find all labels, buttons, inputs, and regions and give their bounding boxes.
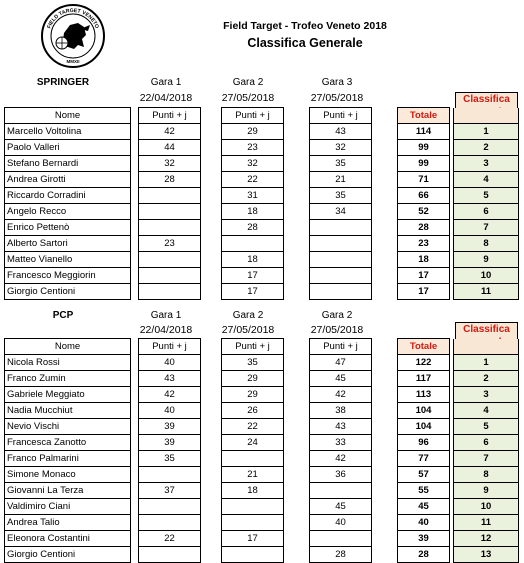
gara2-score: 21 [222, 467, 284, 483]
participant-name: Matteo Vianello [5, 252, 131, 268]
gara2-score: 24 [222, 435, 284, 451]
participant-name: Marcello Voltolina [5, 124, 131, 140]
gara3-score [310, 268, 372, 284]
gara3-score [310, 236, 372, 252]
totale-value: 18 [398, 252, 450, 268]
gara1-score [139, 499, 201, 515]
classifica-position: 7 [454, 451, 519, 467]
pcp-section-label: PCP [52, 310, 74, 321]
pcp-col-punti-1: Punti + j [139, 339, 201, 355]
totale-value: 28 [398, 547, 450, 563]
participant-name: Franco Zumin [5, 371, 131, 387]
table-row [5, 403, 519, 419]
gara1-score: 44 [139, 140, 201, 156]
gara1-score: 40 [139, 403, 201, 419]
table-row [5, 252, 519, 268]
table-row [5, 467, 519, 483]
classifica-position: 10 [454, 499, 519, 515]
springer-gara3-date: 27/05/2018 [310, 92, 364, 104]
springer-gara3-label: Gara 3 [321, 77, 353, 88]
pcp-col-punti-3: Punti + j [310, 339, 372, 355]
gara3-score: 45 [310, 371, 372, 387]
gara2-score: 18 [222, 252, 284, 268]
gara1-score: 28 [139, 172, 201, 188]
participant-name: Simone Monaco [5, 467, 131, 483]
table-row [5, 515, 519, 531]
gara1-score: 39 [139, 419, 201, 435]
pcp-gara2-date: 27/05/2018 [221, 324, 275, 336]
gara2-score: 22 [222, 172, 284, 188]
totale-value: 71 [398, 172, 450, 188]
gara3-score: 32 [310, 140, 372, 156]
gara1-score [139, 188, 201, 204]
table-row [5, 156, 519, 172]
totale-value: 39 [398, 531, 450, 547]
gara3-score: 33 [310, 435, 372, 451]
participant-name: Enrico Pettenò [5, 220, 131, 236]
gara1-score: 32 [139, 156, 201, 172]
gara1-score: 35 [139, 451, 201, 467]
springer-section-label: SPRINGER [36, 77, 90, 88]
gara2-score: 17 [222, 531, 284, 547]
gara1-score: 23 [139, 236, 201, 252]
totale-value: 117 [398, 371, 450, 387]
table-row [5, 499, 519, 515]
svg-text:FIELD TARGET VENETO: FIELD TARGET VENETO [46, 7, 100, 30]
totale-value: 114 [398, 124, 450, 140]
table-row [5, 531, 519, 547]
gara3-score: 45 [310, 499, 372, 515]
classifica-position: 11 [454, 515, 519, 531]
gara2-score: 31 [222, 188, 284, 204]
springer-col-totale: Totale [398, 108, 450, 124]
participant-name: Nadia Mucchiut [5, 403, 131, 419]
classifica-position: 2 [454, 140, 519, 156]
totale-value: 55 [398, 483, 450, 499]
classifica-position: 3 [454, 156, 519, 172]
document-title: Field Target - Trofeo Veneto 2018 [223, 20, 387, 32]
classifica-position: 4 [454, 403, 519, 419]
participant-name: Giorgio Centioni [5, 284, 131, 300]
gara2-score: 17 [222, 268, 284, 284]
gara3-score: 43 [310, 124, 372, 140]
springer-table [4, 107, 519, 300]
table-row [5, 140, 519, 156]
gara2-score: 29 [222, 124, 284, 140]
participant-name: Nicola Rossi [5, 355, 131, 371]
gara3-score [310, 284, 372, 300]
gara1-score [139, 547, 201, 563]
pcp-gara3-label: Gara 2 [321, 310, 353, 321]
springer-gara2-date: 27/05/2018 [221, 92, 275, 104]
springer-gara2-label: Gara 2 [232, 77, 264, 88]
springer-gara1-date: 22/04/2018 [139, 92, 193, 104]
participant-name: Angelo Recco [5, 204, 131, 220]
table-row [5, 355, 519, 371]
totale-value: 17 [398, 268, 450, 284]
pcp-gara3-date: 27/05/2018 [310, 324, 364, 336]
classifica-position: 8 [454, 467, 519, 483]
participant-name: Andrea Talio [5, 515, 131, 531]
springer-col-punti-2: Punti + j [222, 108, 284, 124]
gara2-score [222, 515, 284, 531]
gara3-score: 36 [310, 467, 372, 483]
gara2-score: 18 [222, 204, 284, 220]
participant-name: Riccardo Corradini [5, 188, 131, 204]
table-row [5, 547, 519, 563]
table-row [5, 172, 519, 188]
totale-value: 113 [398, 387, 450, 403]
gara3-score: 47 [310, 355, 372, 371]
totale-value: 28 [398, 220, 450, 236]
table-row [5, 220, 519, 236]
gara3-score [310, 220, 372, 236]
gara1-score: 40 [139, 355, 201, 371]
participant-name: Gabriele Meggiato [5, 387, 131, 403]
participant-name: Franco Palmarini [5, 451, 131, 467]
classifica-position: 13 [454, 547, 519, 563]
gara3-score: 43 [310, 419, 372, 435]
table-row [5, 435, 519, 451]
classifica-position: 9 [454, 483, 519, 499]
svg-text:MMXII: MMXII [66, 59, 80, 64]
pcp-col-punti-2: Punti + j [222, 339, 284, 355]
participant-name: Alberto Sartori [5, 236, 131, 252]
springer-header-row [5, 108, 519, 124]
totale-value: 45 [398, 499, 450, 515]
gara2-score: 35 [222, 355, 284, 371]
classifica-position: 6 [454, 435, 519, 451]
participant-name: Giorgio Centioni [5, 547, 131, 563]
participant-name: Francesca Zanotto [5, 435, 131, 451]
classifica-position: 10 [454, 268, 519, 284]
classifica-position: 2 [454, 371, 519, 387]
springer-gara1-label: Gara 1 [150, 77, 182, 88]
table-row [5, 236, 519, 252]
gara2-score [222, 451, 284, 467]
gara2-score: 32 [222, 156, 284, 172]
pcp-gara2-label: Gara 2 [232, 310, 264, 321]
gara1-score: 43 [139, 371, 201, 387]
classifica-position: 1 [454, 124, 519, 140]
table-row [5, 204, 519, 220]
gara3-score [310, 252, 372, 268]
classifica-position: 6 [454, 204, 519, 220]
participant-name: Stefano Bernardi [5, 156, 131, 172]
classifica-position: 12 [454, 531, 519, 547]
gara2-score: 29 [222, 371, 284, 387]
gara1-score: 22 [139, 531, 201, 547]
field-target-veneto-logo [40, 3, 106, 69]
gara3-score: 34 [310, 204, 372, 220]
gara1-score [139, 515, 201, 531]
classifica-position: 5 [454, 419, 519, 435]
gara1-score [139, 220, 201, 236]
pcp-col-totale: Totale [398, 339, 450, 355]
pcp-header-row [5, 339, 519, 355]
totale-value: 57 [398, 467, 450, 483]
document-subtitle: Classifica Generale [247, 36, 363, 50]
pcp-classifica-header: Classifica [455, 322, 518, 350]
totale-value: 122 [398, 355, 450, 371]
participant-name: Eleonora Costantini [5, 531, 131, 547]
gara2-score: 17 [222, 284, 284, 300]
gara1-score [139, 204, 201, 220]
gara2-score: 23 [222, 140, 284, 156]
participant-name: Nevio Vischi [5, 419, 131, 435]
gara1-score [139, 284, 201, 300]
classifica-position: 5 [454, 188, 519, 204]
gara2-score: 29 [222, 387, 284, 403]
pcp-col-nome: Nome [5, 339, 131, 355]
gara3-score [310, 531, 372, 547]
totale-value: 23 [398, 236, 450, 252]
gara2-score [222, 236, 284, 252]
gara2-score: 26 [222, 403, 284, 419]
springer-col-nome: Nome [5, 108, 131, 124]
classifica-position: 9 [454, 252, 519, 268]
table-row [5, 188, 519, 204]
gara1-score [139, 467, 201, 483]
classifica-position: 7 [454, 220, 519, 236]
totale-value: 99 [398, 156, 450, 172]
springer-classifica-header: Classifica [455, 92, 518, 119]
totale-value: 104 [398, 403, 450, 419]
gara1-score: 42 [139, 387, 201, 403]
participant-name: Paolo Valleri [5, 140, 131, 156]
totale-value: 40 [398, 515, 450, 531]
totale-value: 77 [398, 451, 450, 467]
totale-value: 52 [398, 204, 450, 220]
gara3-score: 35 [310, 156, 372, 172]
gara1-score [139, 252, 201, 268]
table-row [5, 371, 519, 387]
gara3-score [310, 483, 372, 499]
gara2-score: 28 [222, 220, 284, 236]
pcp-gara1-date: 22/04/2018 [139, 324, 193, 336]
gara3-score: 40 [310, 515, 372, 531]
table-row [5, 284, 519, 300]
pcp-table [4, 338, 519, 563]
gara1-score [139, 268, 201, 284]
springer-col-punti-3: Punti + j [310, 108, 372, 124]
classifica-position: 4 [454, 172, 519, 188]
classifica-position: 3 [454, 387, 519, 403]
gara1-score: 39 [139, 435, 201, 451]
participant-name: Valdimiro Ciani [5, 499, 131, 515]
gara1-score: 42 [139, 124, 201, 140]
gara3-score: 28 [310, 547, 372, 563]
gara2-score [222, 547, 284, 563]
gara1-score: 37 [139, 483, 201, 499]
classifica-position: 8 [454, 236, 519, 252]
springer-col-punti-1: Punti + j [139, 108, 201, 124]
table-row [5, 124, 519, 140]
table-row [5, 268, 519, 284]
participant-name: Andrea Girotti [5, 172, 131, 188]
classifica-position: 1 [454, 355, 519, 371]
gara3-score: 21 [310, 172, 372, 188]
table-row [5, 483, 519, 499]
gara3-score: 38 [310, 403, 372, 419]
totale-value: 104 [398, 419, 450, 435]
classifica-position: 11 [454, 284, 519, 300]
table-row [5, 419, 519, 435]
gara2-score [222, 499, 284, 515]
participant-name: Francesco Meggiorin [5, 268, 131, 284]
totale-value: 96 [398, 435, 450, 451]
totale-value: 99 [398, 140, 450, 156]
gara3-score: 42 [310, 451, 372, 467]
totale-value: 17 [398, 284, 450, 300]
pcp-gara1-label: Gara 1 [150, 310, 182, 321]
gara3-score: 35 [310, 188, 372, 204]
gara3-score: 42 [310, 387, 372, 403]
table-row [5, 451, 519, 467]
table-row [5, 387, 519, 403]
gara2-score: 22 [222, 419, 284, 435]
gara2-score: 18 [222, 483, 284, 499]
participant-name: Giovanni La Terza [5, 483, 131, 499]
totale-value: 66 [398, 188, 450, 204]
